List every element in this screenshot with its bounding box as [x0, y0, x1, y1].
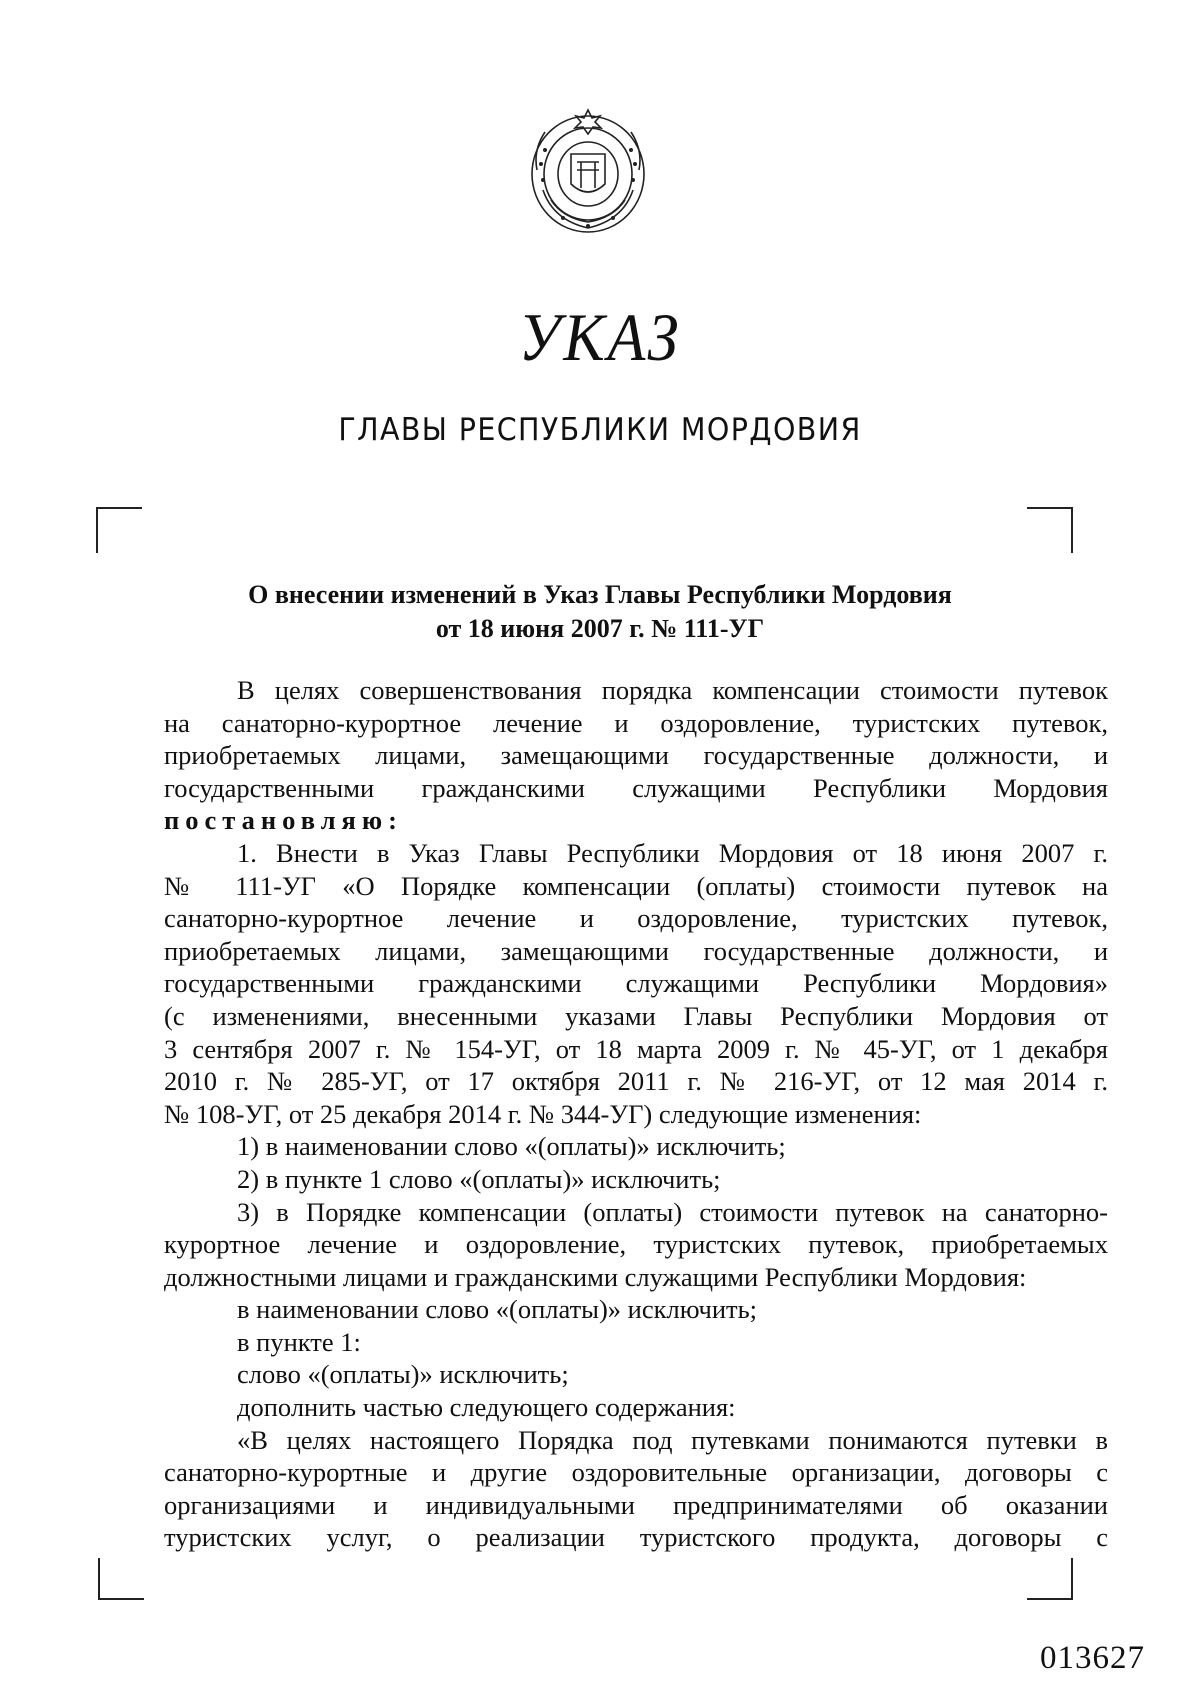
- subitem-3-line: 3) в Порядке компенсации (оплаты) стоимости путевок на санаторно-: [237, 1196, 1108, 1227]
- subitem-2: 2) в пункте 1 слово «(оплаты)» исключить;: [237, 1163, 721, 1194]
- issuer-title: ГЛАВЫ РЕСПУБЛИКИ МОРДОВИЯ: [338, 412, 862, 448]
- decree-heading-line-1: О внесении изменений в Указ Главы Республики Мордовия: [248, 580, 952, 609]
- document-serial-number: 013627: [1040, 1640, 1145, 1676]
- preamble-line: приобретаемых лицами, замещающими государственные должности, и: [164, 740, 1108, 771]
- change-line: в наименовании слово «(оплаты)» исключить;: [237, 1294, 758, 1325]
- coat-of-arms-icon: [523, 100, 653, 240]
- subitem-3-line: курортное лечение и оздоровление, туристских путевок, приобретаемых: [164, 1229, 1108, 1260]
- preamble-line: В целях совершенствования порядка компенсации стоимости путевок: [237, 675, 1108, 705]
- change-line: в пункте 1:: [237, 1326, 361, 1357]
- item1-line: 2010 г. № 285-УГ, от 17 октября 2011 г. № 216-УГ, от 12 мая 2014 г.: [164, 1066, 1108, 1097]
- quote-line: туристских услуг, о реализации туристского продукта, договоры с: [164, 1522, 1108, 1553]
- document-type-title: УКАЗ: [518, 300, 682, 376]
- quote-line: санаторно-курортные и другие оздоровительные организации, договоры с: [164, 1457, 1108, 1488]
- corner-mark-top-right: [1027, 507, 1073, 553]
- item1-line: государственными гражданскими служащими Республики Мордовия»: [164, 968, 1108, 999]
- item1-line: 3 сентября 2007 г. № 154-УГ, от 18 марта 2009 г. № 45-УГ, от 1 декабря: [164, 1033, 1108, 1064]
- item1-line: № 111-УГ «О Порядке компенсации (оплаты) стоимости путевок на: [164, 870, 1108, 901]
- corner-mark-top-left: [96, 507, 142, 553]
- preamble-line: на санаторно-курортное лечение и оздоровление, туристских путевок,: [164, 707, 1108, 738]
- corner-mark-bottom-left: [98, 1558, 144, 1600]
- item1-line: санаторно-курортное лечение и оздоровление, туристских путевок,: [164, 903, 1108, 934]
- preamble-line: государственными гражданскими служащими Республики Мордовия: [164, 772, 1108, 803]
- item1-line: (с изменениями, внесенными указами Главы Республики Мордовия от: [164, 1000, 1108, 1031]
- item1-line: № 108-УГ, от 25 декабря 2014 г. № 344-УГ) следующие изменения:: [164, 1098, 922, 1129]
- decree-heading-line-2: от 18 июня 2007 г. № 111-УГ: [435, 614, 765, 643]
- quote-line: «В целях настоящего Порядка под путевками понимаются путевки в: [237, 1424, 1108, 1455]
- subitem-1: 1) в наименовании слово «(оплаты)» исключить;: [237, 1131, 786, 1162]
- decree-heading: [160, 578, 1040, 646]
- corner-mark-bottom-right: [1027, 1558, 1073, 1600]
- item1-line: 1. Внести в Указ Главы Республики Мордовия от 18 июня 2007 г.: [237, 837, 1108, 868]
- change-line: дополнить частью следующего содержания:: [237, 1392, 736, 1423]
- decree-body: [164, 674, 1108, 1554]
- decree-word: постановляю:: [164, 805, 403, 836]
- item1-line: приобретаемых лицами, замещающими государственные должности, и: [164, 935, 1108, 966]
- subitem-3-line: должностными лицами и гражданскими служащими Республики Мордовия:: [164, 1261, 1027, 1292]
- quote-line: организациями и индивидуальными предпринимателями об оказании: [164, 1489, 1108, 1520]
- change-line: слово «(оплаты)» исключить;: [237, 1359, 569, 1390]
